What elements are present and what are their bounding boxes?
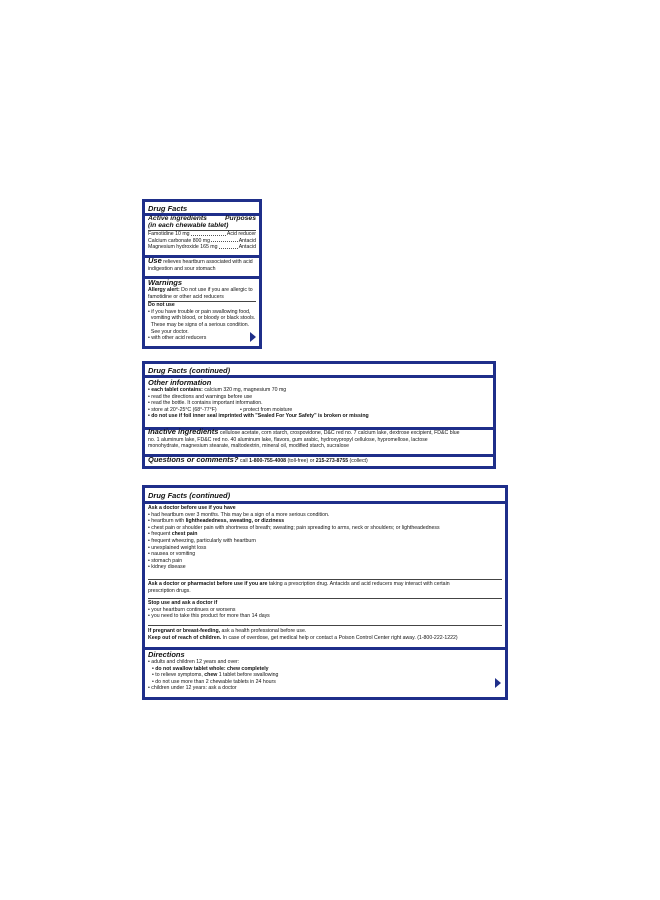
keep-out-text: In case of overdose, get medical help or contact a Poison Control Center right away. (1-800-222-1222) bbox=[222, 634, 458, 641]
stop-use-heading: Stop use and ask a doctor if bbox=[148, 600, 218, 606]
do-not-use-line: See your doctor. bbox=[148, 328, 189, 335]
collect-note: (collect) bbox=[349, 458, 368, 464]
ask-doctor-line: • had heartburn over 3 months. This may be a sign of a more serious condition. bbox=[148, 511, 330, 518]
drug-facts-panel-3 bbox=[142, 485, 508, 700]
ask-doctor-line: • unexplained weight loss bbox=[148, 544, 207, 551]
drug-facts-panel-1 bbox=[142, 199, 262, 349]
panel-title-continued: (continued) bbox=[189, 491, 231, 500]
panel-title: Drug Facts bbox=[148, 491, 188, 500]
frequent-bold: chest pain bbox=[171, 531, 198, 538]
ask-doctor-line: • nausea or vomiting bbox=[148, 551, 196, 558]
warnings-heading: Warnings bbox=[148, 278, 183, 287]
keep-out-heading: Keep out of reach of children. bbox=[148, 634, 222, 641]
do-not-use-heading: Do not use bbox=[148, 302, 175, 309]
directions-line: • children under 12 years: ask a doctor bbox=[148, 685, 237, 692]
inactive-text-3: monohydrate, magnesium stearate, maltodextrin, mineral oil, modified starch, sucralose bbox=[148, 443, 349, 450]
each-tablet-label: • each tablet contains: bbox=[148, 387, 203, 393]
panel-title: Drug Facts bbox=[148, 366, 188, 375]
allergy-alert-label: Allergy alert: bbox=[148, 287, 180, 293]
stop-use-line: • your heartburn continues or worsens bbox=[148, 606, 236, 613]
info-line: • read the bottle. It contains important information. bbox=[148, 400, 263, 407]
active-ingredients-heading: Active ingredients bbox=[148, 215, 207, 222]
do-not-use-line: • if you have trouble or pain swallowing food, bbox=[148, 308, 251, 315]
frequent-text: • frequent bbox=[148, 531, 171, 538]
each-tablet-text: calcium 320 mg, magnesium 70 mg bbox=[204, 387, 287, 393]
allergy-text: Do not use if you are allergic to bbox=[181, 287, 253, 293]
do-not-use-line: These may be signs of a serious condition. bbox=[148, 321, 250, 328]
use-text-2: indigestion and sour stomach bbox=[148, 265, 216, 272]
inactive-ingredients-heading: Inactive ingredients bbox=[148, 427, 219, 436]
ask-doctor-line: • stomach pain bbox=[148, 557, 183, 564]
toll-free-note: (toll-free) or bbox=[287, 458, 315, 464]
questions-heading: Questions or comments? bbox=[148, 455, 239, 464]
ask-doctor-line: • frequent wheezing, particularly with heartburn bbox=[148, 537, 256, 544]
panel-title-continued: (continued) bbox=[189, 366, 231, 375]
other-information-heading: Other information bbox=[148, 378, 212, 387]
heartburn-with-bold: lightheadedness, sweating, or dizziness bbox=[185, 518, 285, 525]
stop-use-line: • you need to take this product for more than 14 days bbox=[148, 613, 270, 620]
call-text: call bbox=[239, 458, 248, 464]
directions-heading: Directions bbox=[148, 650, 185, 659]
panel-title: Drug Facts bbox=[148, 204, 188, 213]
seal-text: • do not use if foil inner seal imprinted with "Sealed For Your Safety" is broken or missing bbox=[148, 413, 369, 420]
phone-collect[interactable]: 215-273-8755 bbox=[315, 458, 349, 464]
inactive-text: cellulose acetate, corn starch, crospovidone, D&C red no. 7 calcium lake, dextrose excipient, FD&C blue bbox=[219, 430, 460, 436]
drug-facts-panel-2 bbox=[142, 361, 496, 469]
inactive-text-2: no. 1 aluminum lake, FD&C red no. 40 aluminum lake, flavors, gum arabic, hydroxypropyl cellulose, hypromellose, lactose bbox=[148, 436, 428, 443]
use-heading: Use bbox=[148, 256, 162, 265]
chest-pain-line: • chest pain or shoulder pain with shortness of breath; sweating; pain spreading to arms, neck or shoulders; or lightheadedness bbox=[148, 524, 440, 531]
ask-doctor-line: • kidney disease bbox=[148, 564, 186, 571]
allergy-text-2: famotidine or other acid reducers bbox=[148, 293, 224, 300]
heartburn-with-text: • heartburn with bbox=[148, 518, 185, 525]
pharmacist-text: taking a prescription drug. Antacids and acid reducers may interact with certain bbox=[268, 581, 450, 587]
ingredient-row: Magnesium hydroxide 165 mg Antacid bbox=[148, 244, 256, 251]
directions-line: • do not use more than 2 chewable tablets in 24 hours bbox=[152, 678, 276, 685]
store-text: • store at 20°-25°C (68°-77°F) bbox=[148, 406, 217, 413]
ingredient-row: Calcium carbonate 800 mg Antacid bbox=[148, 237, 256, 244]
do-not-use-line: vomiting with blood, or bloody or black stools. bbox=[148, 315, 256, 322]
protect-text: • protect from moisture bbox=[240, 406, 293, 413]
info-line: • read the directions and warnings before use bbox=[148, 393, 253, 400]
do-not-use-line: • with other acid reducers bbox=[148, 335, 207, 342]
phone-toll-free[interactable]: 1-800-755-4008 bbox=[249, 458, 287, 464]
directions-chew: chew bbox=[204, 672, 218, 679]
active-subheading: (in each chewable tablet) bbox=[148, 222, 229, 229]
directions-line: • do not swallow tablet whole: chew completely bbox=[152, 665, 269, 672]
ask-doctor-heading: Ask a doctor before use if you have bbox=[148, 505, 236, 511]
pharmacist-heading: Ask a doctor or pharmacist before use if you are bbox=[148, 581, 268, 587]
continue-arrow-icon bbox=[495, 678, 501, 688]
pharmacist-text-2: prescription drugs. bbox=[148, 587, 191, 594]
directions-line: • adults and children 12 years and over: bbox=[148, 659, 240, 665]
continue-arrow-icon bbox=[250, 332, 256, 342]
purposes-heading: Purposes bbox=[225, 215, 256, 222]
directions-line-end: 1 tablet before swallowing bbox=[218, 672, 279, 679]
pregnant-heading: If pregnant or breast-feeding, bbox=[148, 628, 221, 634]
use-text: relieves heartburn associated with acid bbox=[163, 259, 253, 265]
pregnant-text: ask a health professional before use. bbox=[221, 628, 307, 634]
ingredient-row: Famotidine 10 mg Acid reducer bbox=[148, 231, 256, 237]
directions-line: • to relieve symptoms, bbox=[152, 672, 203, 679]
